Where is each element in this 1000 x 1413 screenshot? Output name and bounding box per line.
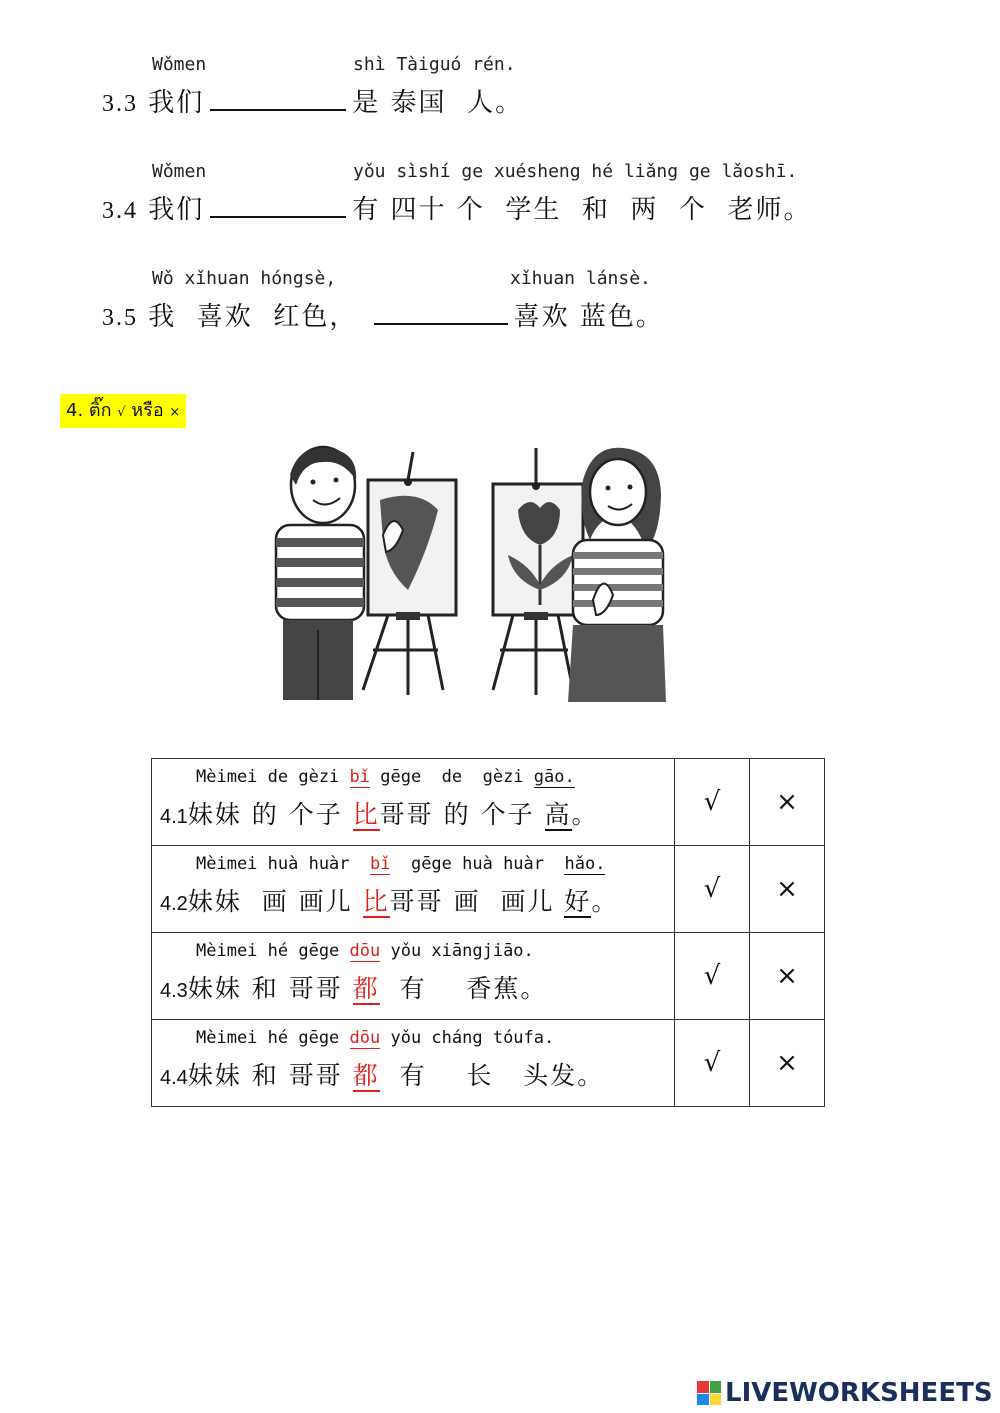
answer-blank[interactable]: [374, 301, 508, 325]
question-3-3: 3.3 我们 是 泰国 人。: [102, 88, 524, 118]
cross-option[interactable]: ×: [750, 1020, 825, 1107]
question-3-5: 3.5 我 喜欢 红色， 喜欢 蓝色。: [102, 302, 664, 332]
pinyin-line: Mèimei hé gēge dōu yǒu xiāngjiāo.: [196, 941, 534, 961]
question-4-2: 4.2妹妹 画 画儿 比哥哥 画 画儿 好。: [160, 887, 619, 916]
true-false-table: [151, 758, 825, 1107]
sentence-cell: [152, 846, 675, 933]
question-3-4: 3.4 我们 有 四十 个 学生 和 两 个 老师。: [102, 195, 812, 225]
check-option[interactable]: √: [675, 933, 750, 1020]
pinyin-line: Wǒmen: [152, 54, 207, 75]
check-option[interactable]: √: [675, 1020, 750, 1107]
sentence-cell: [152, 933, 675, 1020]
logo-mark-icon: [697, 1381, 721, 1405]
pinyin-line: Mèimei de gèzi bǐ gēge de gèzi gāo.: [196, 767, 575, 787]
cross-option[interactable]: ×: [750, 846, 825, 933]
check-option[interactable]: √: [675, 759, 750, 846]
question-4-1: 4.1妹妹 的 个子 比哥哥 的 个子 高。: [160, 800, 599, 829]
pinyin-line: xǐhuan lánsè.: [510, 268, 651, 289]
liveworksheets-logo: [697, 1378, 993, 1408]
check-option[interactable]: √: [675, 846, 750, 933]
cross-option[interactable]: ×: [750, 933, 825, 1020]
pinyin-line: yǒu sìshí ge xuésheng hé liǎng ge lǎoshī.: [353, 161, 798, 182]
pinyin-line: shì Tàiguó rén.: [353, 54, 516, 75]
pinyin-line: Mèimei hé gēge dōu yǒu cháng tóufa.: [196, 1028, 555, 1048]
table-row: [152, 933, 825, 1020]
sentence-cell: [152, 1020, 675, 1107]
section-4-heading: 4. ติ๊ก √ หรือ ×: [60, 394, 186, 428]
answer-blank[interactable]: [210, 194, 346, 218]
table-row: [152, 1020, 825, 1107]
logo-text: LIVEWORKSHEETS: [725, 1378, 993, 1408]
question-4-3: 4.3妹妹 和 哥哥 都 有 香蕉。: [160, 974, 548, 1003]
children-painting-illustration: [268, 440, 673, 708]
sentence-cell: [152, 759, 675, 846]
pinyin-line: Wǒ xǐhuan hóngsè,: [152, 268, 337, 289]
pinyin-line: Mèimei huà huàr bǐ gēge huà huàr hǎo.: [196, 854, 606, 874]
pinyin-line: Wǒmen: [152, 161, 207, 182]
answer-blank[interactable]: [210, 87, 346, 111]
table-row: [152, 759, 825, 846]
cross-option[interactable]: ×: [750, 759, 825, 846]
table-row: [152, 846, 825, 933]
question-4-4: 4.4妹妹 和 哥哥 都 有 长 头发。: [160, 1061, 605, 1090]
